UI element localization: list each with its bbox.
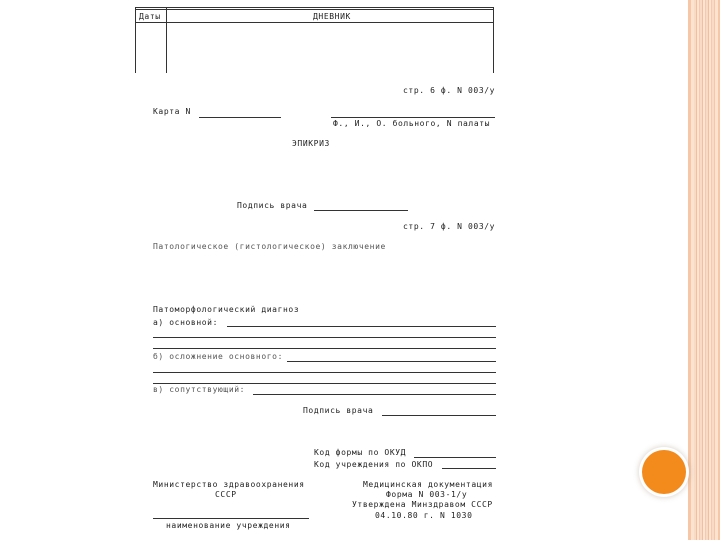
page7-ref: стр. 7 ф. N 003/у [403, 222, 496, 231]
diagnosis-main-field [227, 326, 496, 327]
page7-signature-label: Подпись врача [303, 406, 374, 415]
ministry-line1: Министерство здравоохранения [153, 480, 305, 489]
ministry-line2: СССР [215, 490, 237, 499]
diagnosis-complication-field [287, 361, 496, 362]
table-right-border [493, 7, 494, 73]
patient-caption: Ф., И., О. больного, N палаты [333, 119, 491, 128]
table-header-divider [135, 22, 493, 23]
diagnosis-line-6 [153, 383, 496, 384]
table-col-diary: ДНЕВНИК [313, 12, 351, 21]
diagnosis-concomitant-label: в) сопутствующий: [153, 385, 246, 394]
okpo-code-field [442, 468, 496, 469]
okpo-code-label: Код учреждения по ОКПО [314, 460, 434, 469]
diagnosis-line-5 [153, 372, 496, 373]
page7-signature-field [382, 415, 496, 416]
diagnosis-line-3 [153, 348, 496, 349]
diagnosis-main-label: а) основной: [153, 318, 218, 327]
page6-signature-label: Подпись врача [237, 201, 308, 210]
institution-field [153, 518, 309, 519]
doc-line1: Медицинская документация [363, 480, 493, 489]
table-col-date: Даты [139, 12, 161, 21]
table-column-divider [166, 7, 167, 73]
page6-ref: стр. 6 ф. N 003/у [403, 86, 496, 95]
card-number-label: Карта N [153, 107, 191, 116]
epicrisis-title: ЭПИКРИЗ [292, 139, 330, 148]
diagnosis-line-2 [153, 337, 496, 338]
institution-caption: наименование учреждения [166, 521, 291, 530]
page6-signature-field [314, 210, 408, 211]
card-number-field [199, 117, 281, 118]
okud-code-label: Код формы по ОКУД [314, 448, 407, 457]
okud-code-field [414, 457, 496, 458]
pathology-department: Патологическое (гистологическое) заключение [153, 242, 386, 251]
table-top-border-2 [135, 9, 493, 10]
patient-name-field [331, 117, 495, 118]
diagnosis-title: Патоморфологический диагноз [153, 305, 300, 314]
diagnosis-concomitant-field [253, 394, 496, 395]
doc-line2: Форма N 003-1/у [386, 490, 468, 499]
table-left-border [135, 7, 136, 73]
doc-line3: Утверждена Минздравом СССР [352, 500, 493, 509]
diagnosis-complication-label: б) осложнение основного: [153, 352, 283, 361]
doc-line4: 04.10.80 г. N 1030 [375, 511, 473, 520]
table-top-border [135, 7, 493, 8]
